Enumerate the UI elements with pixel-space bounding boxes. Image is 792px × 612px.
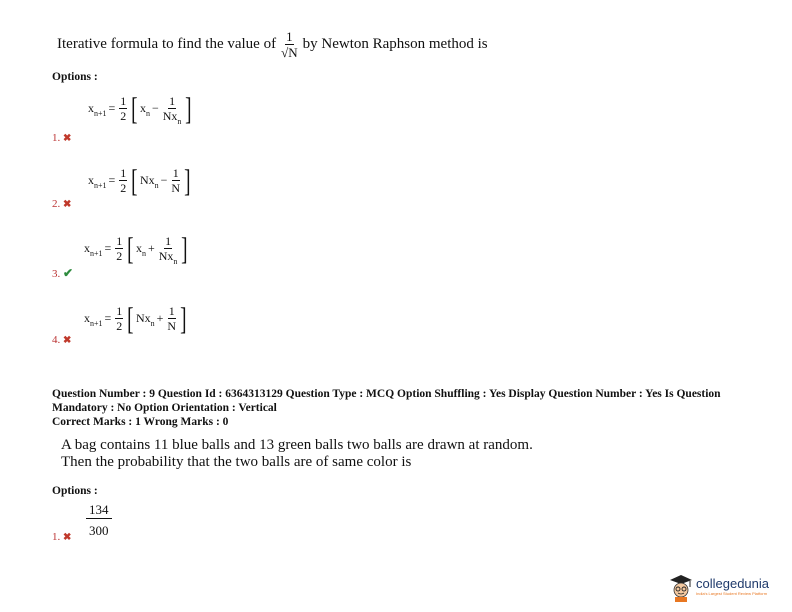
lhs: $x_{n+1}$ — [88, 172, 107, 190]
q9-option-1-fraction — [84, 502, 114, 537]
inner-fraction: $\frac{1}{Nx_n}$ — [158, 233, 178, 266]
term1: $Nx_n$ — [135, 310, 155, 328]
lhs: $x_{n+1}$ — [88, 100, 107, 118]
q8-stem-after: by Newton Raphson method is — [302, 36, 488, 52]
inner-fraction: $\frac{1}{Nx_n}$ — [162, 93, 182, 126]
logo-tagline: India's Largest Student Review Platform — [696, 591, 768, 596]
operator: − — [151, 100, 159, 115]
option-number: 1. — [52, 132, 61, 144]
term1: $Nx_n$ — [139, 172, 159, 190]
probability-fraction — [86, 503, 112, 537]
left-bracket: [ — [127, 230, 134, 266]
lhs: $x_{n+1}$ — [84, 310, 103, 328]
q8-options-label: Options : — [52, 71, 98, 83]
equals: = — [108, 100, 116, 115]
q8-stem — [57, 30, 488, 59]
frac-den: 300 — [89, 523, 109, 538]
option-number: 1. — [52, 531, 61, 543]
right-bracket: ] — [184, 162, 191, 198]
half-fraction: $\frac{1}{2}$ — [120, 165, 127, 195]
equals: = — [104, 240, 112, 255]
option-number: 3. — [52, 268, 61, 280]
wrong-mark-icon: ✖ — [63, 199, 72, 210]
q9-stem — [61, 437, 533, 471]
graduate-mascot-icon — [668, 572, 694, 602]
q9-meta-line2: Mandatory : No Option Orientation : Vertical — [52, 402, 277, 414]
operator: + — [147, 240, 155, 255]
equals: = — [108, 172, 116, 187]
operator: + — [156, 310, 164, 325]
option-number: 2. — [52, 198, 61, 210]
frac-num: 134 — [86, 503, 112, 519]
q8-option-1-formula — [88, 92, 194, 124]
q9-metadata — [52, 387, 772, 429]
right-bracket: ] — [185, 90, 192, 126]
right-bracket: ] — [180, 300, 187, 336]
left-bracket: [ — [131, 162, 138, 198]
q9-options-label: Options : — [52, 485, 98, 497]
operator: − — [160, 172, 168, 187]
q9-meta-line1: Question Number : 9 Question Id : 6364313129 Question Type : MCQ Option Shuffling : Yes Display Question Number : Yes Is Question — [52, 388, 721, 400]
right-bracket: ] — [181, 230, 188, 266]
q8-option-1-number[interactable] — [52, 132, 71, 144]
q8-option-4-formula — [84, 302, 189, 334]
inner-fraction: $\frac{1}{N}$ — [171, 165, 181, 195]
q9-marks: Correct Marks : 1 Wrong Marks : 0 — [52, 416, 229, 428]
q9-option-1-number[interactable] — [52, 531, 71, 543]
half-fraction: $\frac{1}{2}$ — [116, 303, 123, 333]
collegedunia-logo — [668, 572, 769, 602]
left-bracket: [ — [131, 90, 138, 126]
left-bracket: [ — [127, 300, 134, 336]
q9-stem-line2: Then the probability that the two balls are of same color is — [61, 454, 412, 470]
lhs: $x_{n+1}$ — [84, 240, 103, 258]
option-number: 4. — [52, 334, 61, 346]
wrong-mark-icon: ✖ — [63, 532, 72, 543]
q8-stem-frac-num: 1 — [286, 29, 293, 44]
half-fraction: $\frac{1}{2}$ — [120, 93, 127, 123]
q8-stem-before: Iterative formula to find the value of — [57, 36, 277, 52]
q8-option-3-number[interactable] — [52, 266, 73, 281]
q8-option-2-formula — [88, 164, 193, 196]
inner-fraction: $\frac{1}{N}$ — [167, 303, 177, 333]
q9-stem-line1: A bag contains 11 blue balls and 13 green balls two balls are drawn at random. — [61, 437, 533, 453]
term1: $x_n$ — [139, 100, 150, 118]
q8-stem-fraction — [281, 30, 298, 59]
logo-wordmark: collegedunia — [696, 576, 770, 591]
correct-check-icon: ✔ — [63, 266, 74, 280]
half-fraction: $\frac{1}{2}$ — [116, 233, 123, 263]
term1: $x_n$ — [135, 240, 146, 258]
q8-stem-frac-den: √N — [281, 45, 298, 60]
q8-option-4-number[interactable] — [52, 334, 71, 346]
wrong-mark-icon: ✖ — [63, 335, 72, 346]
wrong-mark-icon: ✖ — [63, 133, 72, 144]
q8-option-2-number[interactable] — [52, 198, 71, 210]
equals: = — [104, 310, 112, 325]
q8-option-3-formula — [84, 232, 190, 264]
